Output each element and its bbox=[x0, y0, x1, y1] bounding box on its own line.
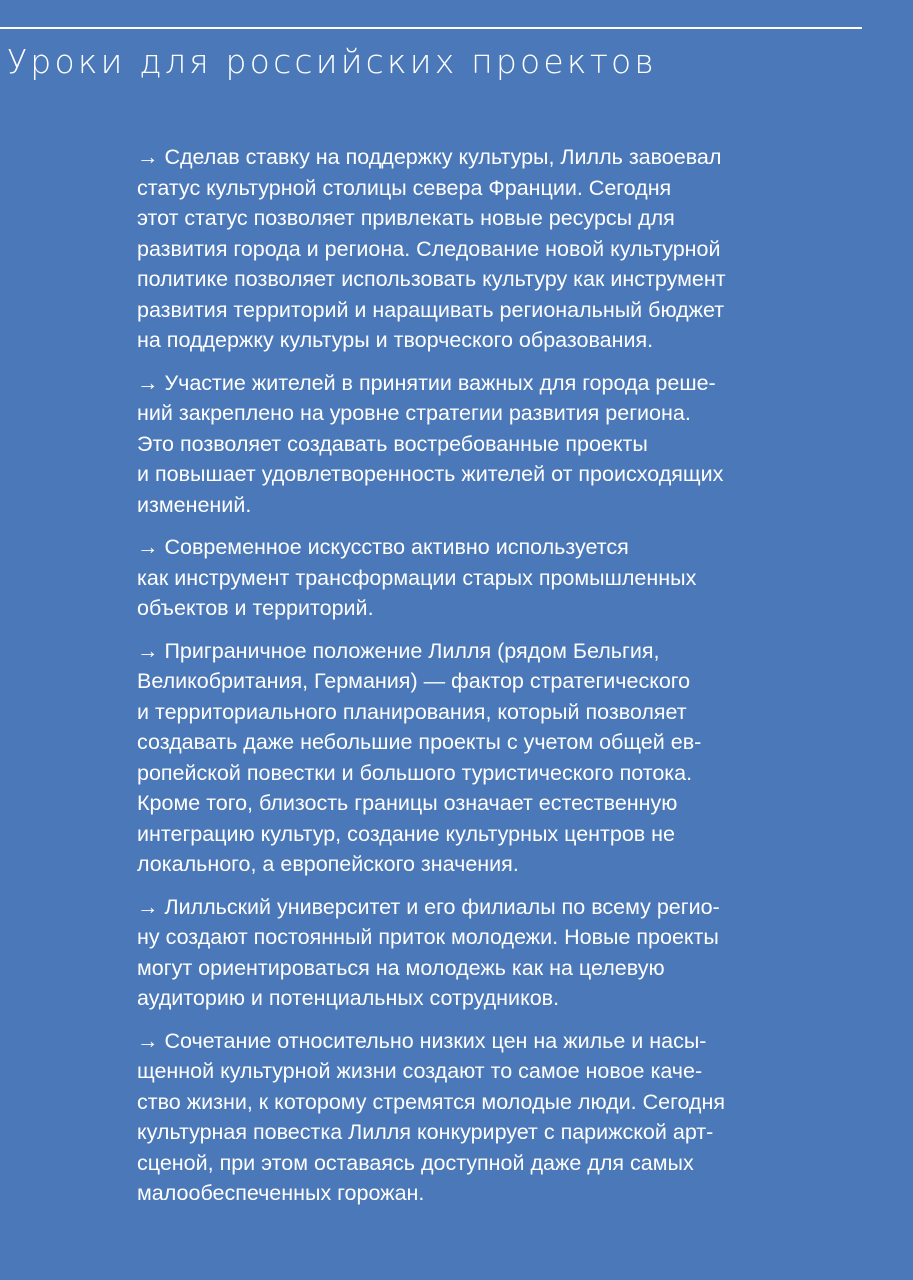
lesson-paragraph-4: → Приграничное положение Лилля (рядом Бельгия, Великобритания, Германия) — фактор стратегического и территориального планирования, который позволяет создавать даже небольшие проекты с учетом общей ев- ропейской повестки и большого туристического потока. Кроме того, близость границы означает естественную интеграцию культур, создание культурных центров не локального, а европейского значения. bbox=[137, 638, 702, 876]
section-heading: Уроки для российских проектов bbox=[7, 42, 657, 81]
lesson-paragraph-3: → Современное искусство активно используется как инструмент трансформации старых промышленных объектов и территорий. bbox=[137, 535, 697, 620]
lesson-paragraph-2: → Участие жителей в принятии важных для города реше- ний закреплено на уровне стратегии развития региона. Это позволяет создавать востребованные проекты и повышает удовлетворенность жителей от происходящих изменений. bbox=[137, 370, 724, 517]
lessons-list bbox=[137, 142, 862, 1221]
lesson-paragraph-6: → Сочетание относительно низких цен на жилье и насы- щенной культурной жизни создают то самое новое каче- ство жизни, к которому стремятся молодые люди. Сегодня культурная повестка Лилля конкурирует с парижской арт- сценой, при этом оставаясь доступной даже для самых малообеспеченных горожан. bbox=[137, 1028, 725, 1205]
top-divider bbox=[0, 27, 862, 29]
lesson-paragraph-5: → Лилльский университет и его филиалы по всему регио- ну создают постоянный приток молодежи. Новые проекты могут ориентироваться на молодежь как на целевую аудиторию и потенциальных сотрудников. bbox=[137, 894, 720, 1010]
lesson-paragraph-1: → Сделав ставку на поддержку культуры, Лилль завоевал статус культурной столицы севера Франции. Сегодня этот статус позволяет привлекать новые ресурсы для развития города и региона. Следование новой культурной политике позволяет использовать культуру как инструмент развития территорий и наращивать региональный бюджет на поддержку культуры и творческого образования. bbox=[137, 145, 726, 352]
